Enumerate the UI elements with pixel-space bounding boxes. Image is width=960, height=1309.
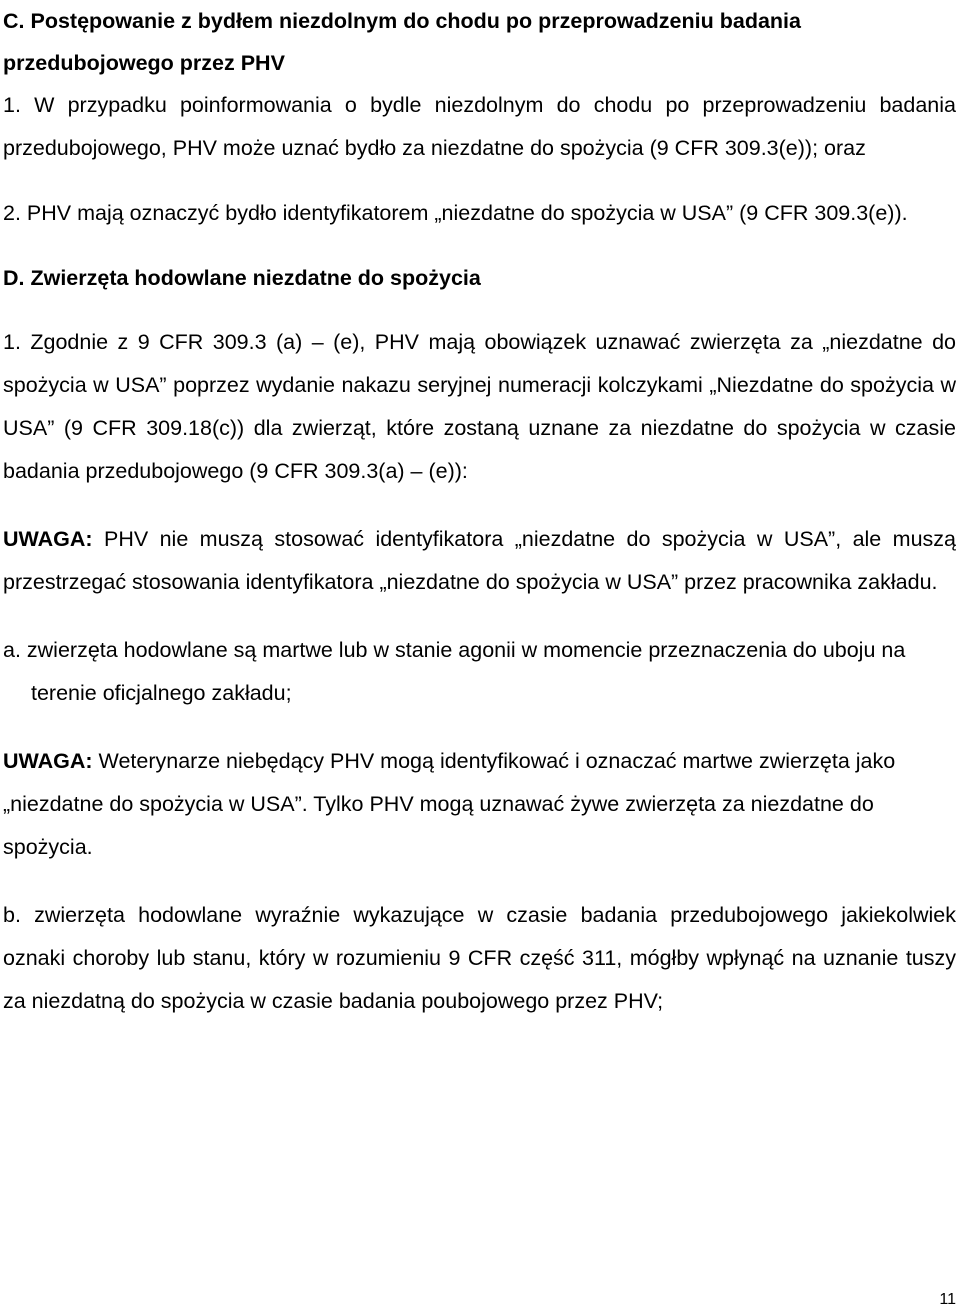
note-2-label: UWAGA: <box>3 749 93 773</box>
section-c-item-1: 1. W przypadku poinformowania o bydle niezdolnym do chodu po przeprowadzeniu badania przedubojowego, PHV może uznać bydło za niezdatne do spożycia (9 CFR 309.3(e)); oraz <box>3 93 956 160</box>
note-2-text: Weterynarze niebędący PHV mogą identyfikować i oznaczać martwe zwierzęta jako „niezdatne do spożycia w USA”. Tylko PHV mogą uznawać żywe zwierzęta za niezdatne do spożycia. <box>3 749 896 859</box>
note-1-text: PHV nie muszą stosować identyfikatora „niezdatne do spożycia w USA”, ale muszą przestrzegać stosowania identyfikatora „niezdatne do spożycia w USA” przez pracownika zakładu. <box>3 527 956 594</box>
note-1-label: UWAGA: <box>3 527 93 551</box>
item-b: b. zwierzęta hodowlane wyraźnie wykazujące w czasie badania przedubojowego jakiekolwiek oznaki choroby lub stanu, który w rozumieniu 9 CFR część 311, mógłby wpłynąć na uznanie tuszy za niezdatną do spożycia w czasie badania poubojowego przez PHV; <box>3 903 956 1013</box>
item-a: a. zwierzęta hodowlane są martwe lub w stanie agonii w momencie przeznaczenia do uboju na terenie oficjalnego zakładu; <box>3 638 906 705</box>
page-number: 11 <box>939 1291 956 1308</box>
document-page <box>3 0 956 1023</box>
note-2 <box>3 740 956 869</box>
section-d-heading: D. Zwierzęta hodowlane niezdatne do spożycia <box>3 266 481 290</box>
section-c-heading: C. Postępowanie z bydłem niezdolnym do chodu po przeprowadzeniu badania przedubojowego przez PHV <box>3 9 801 75</box>
section-d-item-1: 1. Zgodnie z 9 CFR 309.3 (a) – (e), PHV mają obowiązek uznawać zwierzęta za „niezdatne do spożycia w USA” poprzez wydanie nakazu seryjnej numeracji kolczykami „Niezdatne do spożycia w USA” (9 CFR 309.18(c)) dla zwierząt, które zostaną uznane za niezdatne do spożycia w czasie badania przedubojowego (9 CFR 309.3(a) – (e)): <box>3 330 956 483</box>
section-c-item-2: 2. PHV mają oznaczyć bydło identyfikatorem „niezdatne do spożycia w USA” (9 CFR 309.3(e)). <box>3 201 908 225</box>
note-1 <box>3 518 956 604</box>
